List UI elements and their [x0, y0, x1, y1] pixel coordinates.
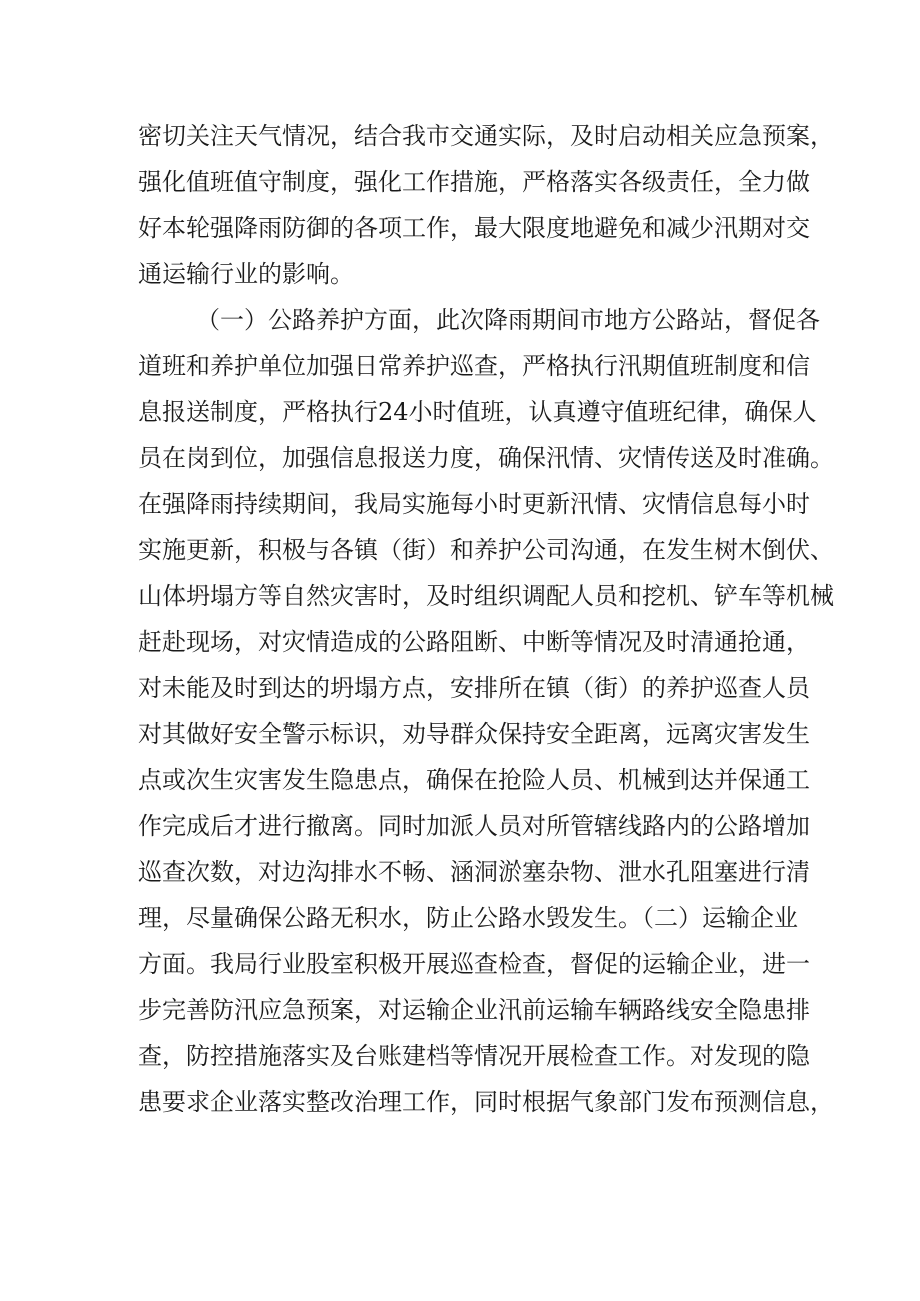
text-line-14: 对其做好安全警示标识，劝导群众保持安全距离，远离灾害发生: [138, 720, 810, 748]
text-line-19: 方面。我局行业股室积极开展巡查检查，督促的运输企业，进一: [138, 950, 810, 978]
text-line-13: 对未能及时到达的坍塌方点，安排所在镇（街）的养护巡查人员: [138, 674, 810, 702]
text-line-16: 作完成后才进行撤离。同时加派人员对所管辖线路内的公路增加: [138, 812, 810, 840]
text-line-21: 查，防控措施落实及台账建档等情况开展检查工作。对发现的隐: [138, 1042, 810, 1070]
text-line-6: 道班和养护单位加强日常养护巡查，严格执行汛期值班制度和信: [138, 352, 810, 380]
text-line-22: 患要求企业落实整改治理工作，同时根据气象部门发布预测信息，: [138, 1088, 834, 1116]
text-line-12: 赶赴现场，对灾情造成的公路阻断、中断等情况及时清通抢通，: [138, 628, 810, 656]
text-line-17: 巡查次数，对边沟排水不畅、涵洞淤塞杂物、泄水孔阻塞进行清: [138, 858, 810, 886]
text-line-8: 员在岗到位，加强信息报送力度，确保汛情、灾情传送及时准确。: [138, 444, 834, 472]
text-line-10: 实施更新，积极与各镇（街）和养护公司沟通，在发生树木倒伏、: [138, 536, 834, 564]
text-line-20: 步完善防汛应急预案，对运输企业汛前运输车辆路线安全隐患排: [138, 996, 810, 1024]
text-line-2: 强化值班值守制度，强化工作措施，严格落实各级责任，全力做: [138, 168, 810, 196]
text-line-4: 通运输行业的影响。: [138, 260, 354, 288]
text-line-15: 点或次生灾害发生隐患点，确保在抢险人员、机械到达并保通工: [138, 766, 810, 794]
text-line-1: 密切关注天气情况，结合我市交通实际，及时启动相关应急预案，: [138, 122, 834, 150]
text-line-5: （一）公路养护方面，此次降雨期间市地方公路站，督促各: [196, 306, 820, 334]
text-line-7: 息报送制度，严格执行24小时值班，认真遵守值班纪律，确保人: [138, 398, 817, 426]
text-line-3: 好本轮强降雨防御的各项工作，最大限度地避免和减少汛期对交: [138, 214, 810, 242]
text-line-18: 理，尽量确保公路无积水，防止公路水毁发生。（二）运输企业: [138, 904, 798, 932]
text-line-9: 在强降雨持续期间，我局实施每小时更新汛情、灾情信息每小时: [138, 490, 810, 518]
text-line-11: 山体坍塌方等自然灾害时，及时组织调配人员和挖机、铲车等机械: [138, 582, 834, 610]
